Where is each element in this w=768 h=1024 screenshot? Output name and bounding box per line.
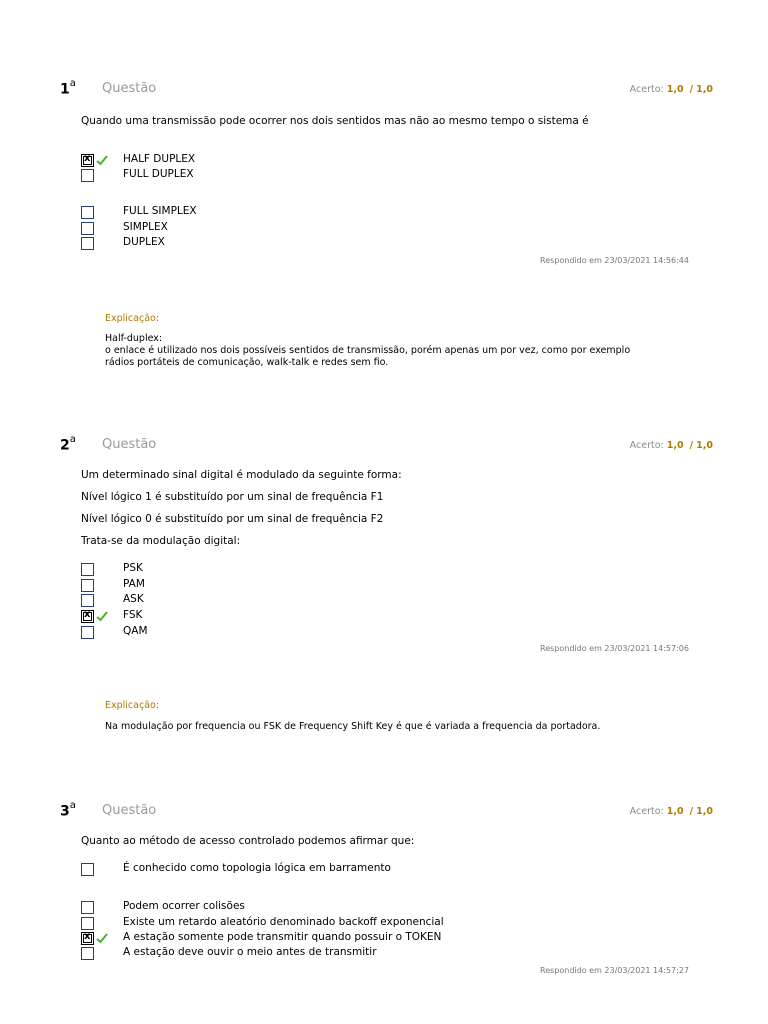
check-icon bbox=[96, 932, 108, 944]
option-label: É conhecido como topologia lógica em barramento bbox=[123, 862, 391, 874]
score: Acerto: 1,0 / 1,0 bbox=[629, 806, 713, 817]
answered-timestamp: Respondido em 23/03/2021 14:57:27 bbox=[540, 966, 689, 975]
question-statement: Nível lógico 0 é substituído por um sinal de frequência F2 bbox=[81, 513, 384, 525]
checkbox-checked[interactable] bbox=[81, 932, 94, 945]
checkbox[interactable] bbox=[81, 237, 94, 250]
option-label: PAM bbox=[123, 578, 145, 590]
check-icon bbox=[96, 154, 108, 166]
option-label: HALF DUPLEX bbox=[123, 153, 196, 165]
option-label: FULL DUPLEX bbox=[123, 168, 194, 180]
checkbox[interactable] bbox=[81, 863, 94, 876]
question-number: 2$^a$ bbox=[60, 434, 76, 454]
question-label: Questão bbox=[102, 803, 157, 818]
question-statement: Quanto ao método de acesso controlado podemos afirmar que: bbox=[81, 835, 415, 847]
question-statement: Quando uma transmissão pode ocorrer nos dois sentidos mas não ao mesmo tempo o sistema é bbox=[81, 115, 589, 127]
answered-timestamp: Respondido em 23/03/2021 14:57:06 bbox=[540, 644, 689, 653]
checkbox[interactable] bbox=[81, 222, 94, 235]
option-label: QAM bbox=[123, 625, 148, 637]
option-label: SIMPLEX bbox=[123, 221, 168, 233]
checkbox[interactable] bbox=[81, 563, 94, 576]
question-label: Questão bbox=[102, 437, 157, 452]
checkbox[interactable] bbox=[81, 901, 94, 914]
option-label: A estação deve ouvir o meio antes de transmitir bbox=[123, 946, 377, 958]
checkbox[interactable] bbox=[81, 626, 94, 639]
checkbox[interactable] bbox=[81, 206, 94, 219]
checkbox[interactable] bbox=[81, 169, 94, 182]
option-label: FULL SIMPLEX bbox=[123, 205, 197, 217]
checkbox[interactable] bbox=[81, 947, 94, 960]
check-icon bbox=[96, 610, 108, 622]
option-label: Podem ocorrer colisões bbox=[123, 900, 245, 912]
explanation-title: Explicação: bbox=[105, 700, 160, 711]
option-label: DUPLEX bbox=[123, 236, 165, 248]
checkbox-checked[interactable] bbox=[81, 610, 94, 623]
checkbox[interactable] bbox=[81, 917, 94, 930]
checkbox-checked[interactable] bbox=[81, 154, 94, 167]
question-statement: Um determinado sinal digital é modulado da seguinte forma: bbox=[81, 469, 402, 481]
question-statement: Trata-se da modulação digital: bbox=[81, 535, 241, 547]
option-label: PSK bbox=[123, 562, 143, 574]
question-statement: Nível lógico 1 é substituído por um sinal de frequência F1 bbox=[81, 491, 384, 503]
explanation-text: Half-duplex: o enlace é utilizado nos dois possíveis sentidos de transmissão, porém apenas um por vez, como por exemplo rádios portáteis de comunicação, walk-talk e redes sem fio. bbox=[105, 333, 631, 368]
question-number: 3$^a$ bbox=[60, 800, 76, 820]
score: Acerto: 1,0 / 1,0 bbox=[629, 440, 713, 451]
checkbox[interactable] bbox=[81, 594, 94, 607]
score: Acerto: 1,0 / 1,0 bbox=[629, 84, 713, 95]
question-label: Questão bbox=[102, 81, 157, 96]
option-label: ASK bbox=[123, 593, 144, 605]
option-label: Existe um retardo aleatório denominado backoff exponencial bbox=[123, 916, 444, 928]
explanation-text: Na modulação por frequencia ou FSK de Frequency Shift Key é que é variada a frequencia da portadora. bbox=[105, 721, 601, 732]
checkbox[interactable] bbox=[81, 579, 94, 592]
option-label: FSK bbox=[123, 609, 143, 621]
answered-timestamp: Respondido em 23/03/2021 14:56:44 bbox=[540, 256, 689, 265]
option-label: A estação somente pode transmitir quando possuir o TOKEN bbox=[123, 931, 442, 943]
question-number: 1$^a$ bbox=[60, 78, 76, 98]
explanation-title: Explicação: bbox=[105, 313, 160, 324]
